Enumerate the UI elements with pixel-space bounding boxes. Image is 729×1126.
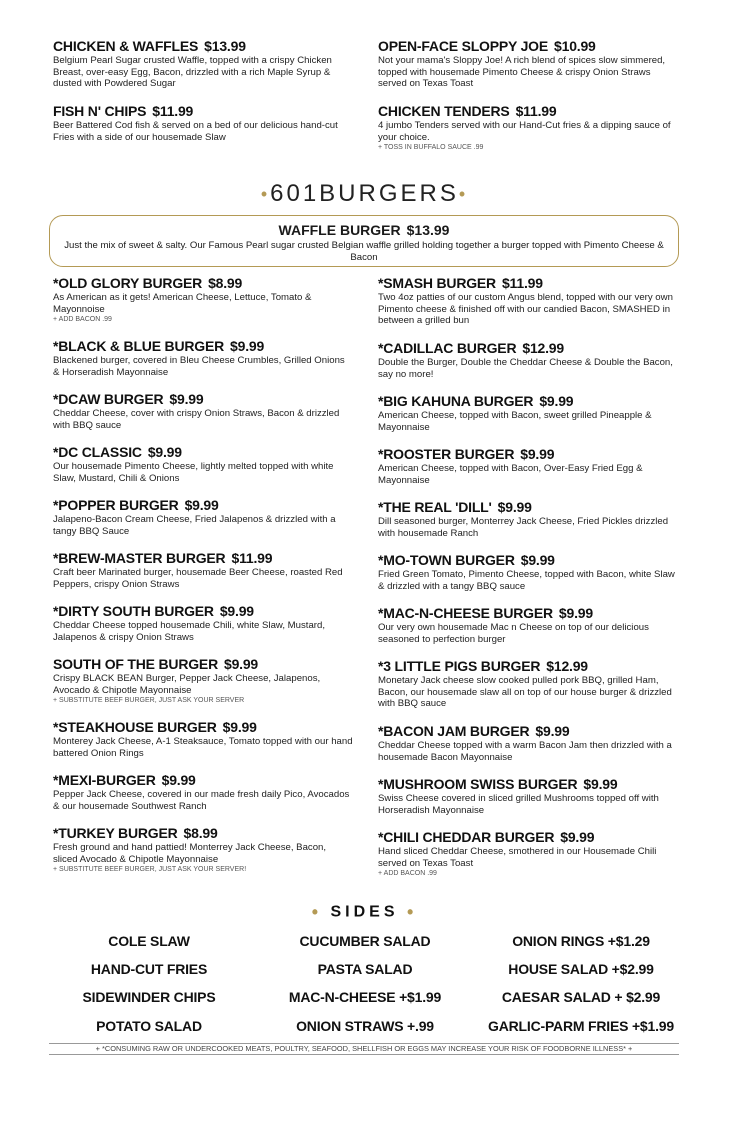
item-price: $11.99: [152, 103, 194, 119]
item-description: Craft beer Marinated burger, housemade Beer Cheese, roasted Red Peppers, crispy Onion Straws: [53, 567, 343, 590]
item-name: *BACON JAM BURGER: [378, 723, 530, 739]
menu-item-burger: [53, 603, 353, 643]
item-name: *BREW-MASTER BURGER: [53, 550, 226, 566]
menu-item-burger: [53, 275, 353, 324]
item-description: 4 jumbo Tenders served with our Hand-Cut fries & a dipping sauce of your choice.: [378, 120, 671, 143]
menu-item-burger: [378, 275, 678, 327]
item-description: Blackened burger, covered in Bleu Cheese Crumbles, Grilled Onions & Horseradish Mayonnaise: [53, 355, 345, 378]
item-name: OPEN-FACE SLOPPY JOE: [378, 38, 549, 54]
side-item: HAND-CUT FRIES: [90, 961, 208, 977]
foodborne-illness-disclaimer: + *CONSUMING RAW OR UNDERCOOKED MEATS, POULTRY, SEAFOOD, SHELLFISH OR EGGS MAY INCREASE YOUR RISK OF FOODBORNE ILLNESS* +: [49, 1043, 679, 1055]
side-item: ONION RINGS +$1.29: [512, 933, 650, 949]
featured-waffle-burger: [49, 215, 679, 267]
item-price: $9.99: [161, 772, 196, 788]
item-description: Pepper Jack Cheese, covered in our made fresh daily Pico, Avocados & our housemade Southwest Ranch: [53, 789, 350, 812]
item-price: $9.99: [147, 444, 182, 460]
item-note: + TOSS IN BUFFALO SAUCE .99: [378, 144, 484, 152]
item-description: American Cheese, topped with Bacon, Over-Easy Fried Egg & Mayonnaise: [378, 463, 643, 486]
title-dot: •: [458, 184, 469, 205]
item-name: *SMASH BURGER: [378, 275, 496, 291]
menu-item-burger: [53, 338, 353, 378]
item-name: *BLACK & BLUE BURGER: [53, 338, 225, 354]
item-name: *BIG KAHUNA BURGER: [378, 393, 534, 409]
side-item: POTATO SALAD: [96, 1018, 202, 1034]
item-name: *TURKEY BURGER: [53, 825, 178, 841]
item-price: $9.99: [230, 338, 265, 354]
item-name: *DC CLASSIC: [53, 444, 142, 460]
item-description: Our very own housemade Mac n Cheese on top of our delicious seasoned to perfection burger: [378, 622, 649, 645]
item-price: $9.99: [535, 723, 570, 739]
menu-item-burger: [378, 393, 678, 433]
item-name: *3 LITTLE PIGS BURGER: [378, 658, 541, 674]
item-description: Swiss Cheese covered in sliced grilled Mushrooms topped off with Horseradish Mayonnaise: [378, 793, 659, 816]
side-item: MAC-N-CHEESE +$1.99: [288, 989, 442, 1005]
side-item: GARLIC-PARM FRIES +$1.99: [488, 1018, 674, 1034]
item-price: $9.99: [539, 393, 574, 409]
item-name: CHICKEN TENDERS: [378, 103, 510, 119]
item-name: WAFFLE BURGER: [278, 222, 401, 238]
menu-item-chicken-waffles: [53, 38, 353, 90]
item-name: *CADILLAC BURGER: [378, 340, 517, 356]
item-description: Beer Battered Cod fish & served on a bed of our delicious hand-cut Fries with a side of our housemade Slaw: [53, 120, 338, 143]
item-description: Not your mama's Sloppy Joe! A rich blend of spices slow simmered, topped with housemade Pimento Cheese & crispy Onion Straws served on Texas Toast: [378, 55, 666, 90]
side-item: CUCUMBER SALAD: [299, 933, 431, 949]
item-name: CHICKEN & WAFFLES: [53, 38, 199, 54]
item-name: *MO-TOWN BURGER: [378, 552, 515, 568]
item-description: Jalapeno-Bacon Cream Cheese, Fried Jalapenos & drizzled with a tangy BBQ Sauce: [53, 514, 336, 537]
item-description: Monetary Jack cheese slow cooked pulled pork BBQ, grilled Ham, Bacon, our housemade slaw all on top of our house burger & drizzled with BBQ sauce: [378, 675, 672, 710]
menu-item-burger: [378, 446, 678, 486]
item-description: Cheddar Cheese topped housemade Chili, white Slaw, Mustard, Jalapenos & crispy Onion Straws: [53, 620, 325, 643]
item-price: $10.99: [554, 38, 596, 54]
menu-item-burger: [53, 825, 353, 874]
menu-item-burger: [53, 391, 353, 431]
item-price: $12.99: [546, 658, 588, 674]
item-name: SOUTH OF THE BURGER: [53, 656, 218, 672]
burgers-section-title: [0, 180, 729, 208]
menu-item-burger: [53, 772, 353, 812]
menu-item-burger: [53, 550, 353, 590]
menu-item-burger: [53, 497, 353, 537]
item-price: $9.99: [184, 497, 219, 513]
side-item: SIDEWINDER CHIPS: [82, 989, 216, 1005]
item-price: $8.99: [183, 825, 218, 841]
item-name: *DCAW BURGER: [53, 391, 164, 407]
item-name: *STEAKHOUSE BURGER: [53, 719, 217, 735]
side-item: ONION STRAWS +.99: [296, 1018, 434, 1034]
item-price: $13.99: [406, 222, 450, 238]
item-price: $9.99: [219, 603, 254, 619]
item-description: American Cheese, topped with Bacon, sweet grilled Pineapple & Mayonnaise: [378, 410, 652, 433]
item-description: Two 4oz patties of our custom Angus blend, topped with our very own Pimento cheese & finished off with our candied Bacon, SMASHED in between a grilled bun: [378, 292, 673, 327]
sides-section-title: [0, 902, 729, 923]
item-description: Double the Burger, Double the Cheddar Cheese & Double the Bacon, say no more!: [378, 357, 673, 380]
item-price: $11.99: [501, 275, 543, 291]
menu-item-burger: [378, 499, 678, 539]
item-price: $9.99: [520, 446, 555, 462]
item-description: Hand sliced Cheddar Cheese, smothered in our Housemade Chili served on Texas Toast: [378, 846, 657, 869]
item-price: $9.99: [583, 776, 618, 792]
item-description: Monterey Jack Cheese, A-1 Steaksauce, Tomato topped with our hand battered Onion Rings: [53, 736, 353, 759]
item-price: $9.99: [558, 605, 593, 621]
item-description: Crispy BLACK BEAN Burger, Pepper Jack Cheese, Jalapenos, Avocado & Chipotle Mayonnaise: [53, 673, 321, 696]
item-price: $11.99: [231, 550, 273, 566]
side-item: PASTA SALAD: [317, 961, 413, 977]
item-price: $13.99: [204, 38, 246, 54]
menu-item-burger: [53, 656, 353, 705]
menu-item-sloppy-joe: [378, 38, 678, 90]
item-name: *ROOSTER BURGER: [378, 446, 515, 462]
side-item: COLE SLAW: [108, 933, 190, 949]
menu-item-chicken-tenders: [378, 103, 678, 152]
item-name: *CHILI CHEDDAR BURGER: [378, 829, 555, 845]
title-dot: •: [406, 902, 418, 922]
item-description: Fresh ground and hand pattied! Monterrey Jack Cheese, Bacon, sliced Avocado & Chipotle Mayonnaise: [53, 842, 327, 865]
item-name: *OLD GLORY BURGER: [53, 275, 203, 291]
menu-item-burger: [53, 719, 353, 759]
item-note: + SUBSTITUTE BEEF BURGER, JUST ASK YOUR SERVER: [53, 697, 245, 705]
item-name: *POPPER BURGER: [53, 497, 179, 513]
menu-item-burger: [378, 658, 678, 710]
item-price: $9.99: [497, 499, 532, 515]
menu-item-burger: [378, 829, 678, 878]
item-note: + ADD BACON .99: [378, 870, 437, 878]
item-description: Cheddar Cheese, cover with crispy Onion Straws, Bacon & drizzled with BBQ sauce: [53, 408, 340, 431]
item-name: *MUSHROOM SWISS BURGER: [378, 776, 578, 792]
item-name: *MEXI-BURGER: [53, 772, 156, 788]
item-description: Belgium Pearl Sugar crusted Waffle, topped with a crispy Chicken Breast, over-easy Egg, Bacon, drizzled with a rich Maple Syrup & dusted with Powdered Sugar: [53, 55, 332, 90]
item-price: $9.99: [560, 829, 595, 845]
title-dot: •: [260, 184, 271, 205]
side-item: CAESAR SALAD + $2.99: [501, 989, 661, 1005]
title-text: SIDES: [330, 903, 399, 921]
item-price: $9.99: [222, 719, 257, 735]
item-description: Dill seasoned burger, Monterrey Jack Cheese, Fried Pickles drizzled with housemade Ranch: [378, 516, 669, 539]
item-description: Our housemade Pimento Cheese, lightly melted topped with white Slaw, Mustard, Chili & Onions: [53, 461, 334, 484]
menu-item-burger: [378, 340, 678, 380]
menu-item-burger: [378, 776, 678, 816]
title-dot: •: [311, 902, 323, 922]
item-name: *THE REAL 'DILL': [378, 499, 492, 515]
item-description: Just the mix of sweet & salty. Our Famous Pearl sugar crusted Belgian waffle grilled holding together a burger topped with Pimento Cheese & Bacon: [64, 240, 664, 263]
item-name: *MAC-N-CHEESE BURGER: [378, 605, 553, 621]
item-price: $9.99: [169, 391, 204, 407]
item-description: Fried Green Tomato, Pimento Cheese, topped with Bacon, white Slaw & drizzled with a tangy BBQ sauce: [378, 569, 675, 592]
menu-item-burger: [378, 605, 678, 645]
item-note: + ADD BACON .99: [53, 316, 112, 324]
menu-item-burger: [53, 444, 353, 484]
menu-item-burger: [378, 552, 678, 592]
item-description: Cheddar Cheese topped with a warm Bacon Jam then drizzled with a housemade Bacon Mayonnaise: [378, 740, 672, 763]
item-price: $11.99: [515, 103, 557, 119]
item-note: + SUBSTITUTE BEEF BURGER, JUST ASK YOUR SERVER!: [53, 866, 247, 874]
item-price: $8.99: [208, 275, 243, 291]
item-price: $12.99: [522, 340, 564, 356]
menu-item-fish-chips: [53, 103, 353, 143]
item-name: *DIRTY SOUTH BURGER: [53, 603, 214, 619]
menu-item-burger: [378, 723, 678, 763]
item-description: As American as it gets! American Cheese, Lettuce, Tomato & Mayonnoise: [53, 292, 312, 315]
item-name: FISH N' CHIPS: [53, 103, 147, 119]
item-price: $9.99: [520, 552, 555, 568]
side-item: HOUSE SALAD +$2.99: [508, 961, 654, 977]
title-text: 601BURGERS: [270, 180, 459, 207]
item-price: $9.99: [223, 656, 259, 672]
